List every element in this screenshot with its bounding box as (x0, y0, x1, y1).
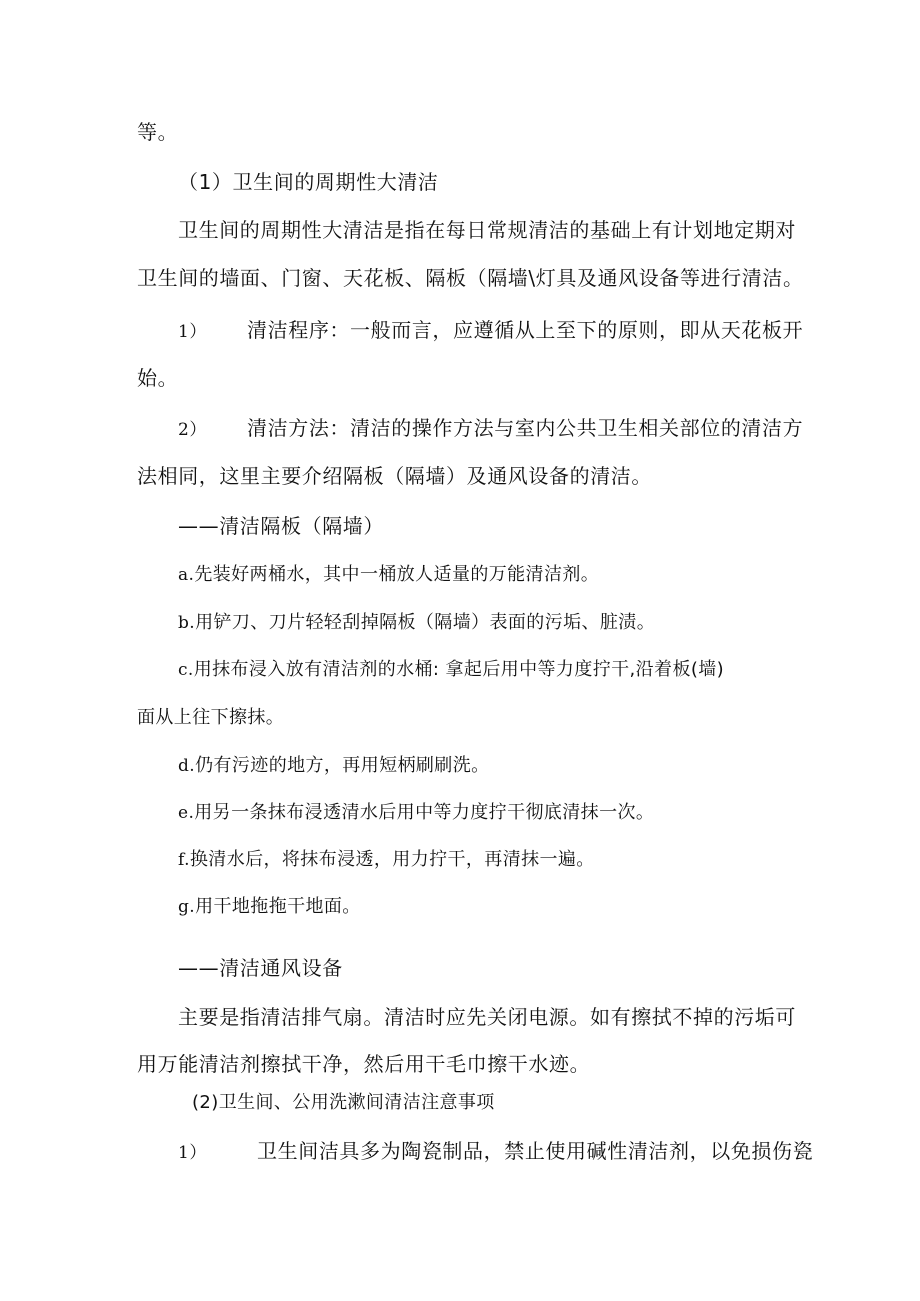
step-text: 用抹布浸入放有清洁剂的水桶: 拿起后用中等力度拧干,沿着板(墙) (193, 659, 725, 680)
step-text: 换清水后，将抹布浸透，用力拧干，再清抹一遍。 (189, 849, 595, 870)
step-letter: f. (178, 850, 190, 870)
step-e (178, 799, 654, 827)
item-number: 2） (178, 420, 208, 440)
step-d (178, 752, 490, 780)
section-heading-1: （1）卫生间的周期性大清洁 (178, 170, 439, 194)
step-letter: c. (178, 660, 194, 680)
paragraph-line: 卫生间的周期性大清洁是指在每日常规清洁的基础上有计划地定期对 (178, 218, 796, 242)
subheading-partition: ——清洁隔板（隔墙） (178, 514, 384, 538)
paragraph-line: 始。 (137, 366, 179, 390)
step-text: 用另一条抹布浸透清水后用中等力度拧干彻底清抹一次。 (194, 802, 655, 823)
item-text: 清洁程序：一般而言，应遵循从上至下的原则，即从天花板开 (247, 318, 804, 342)
paragraph-line: 用万能清洁剂擦拭干净，然后用干毛巾擦干水迹。 (137, 1052, 591, 1076)
numbered-item-3 (178, 1137, 813, 1167)
step-text: 仍有污迹的地方，再用短柄刷刷洗。 (195, 755, 490, 776)
item-number: 1） (178, 322, 208, 342)
paragraph-line: 卫生间的墙面、门窗、天花板、隔板（隔墙\灯具及通风设备等进行清洁。 (137, 266, 804, 290)
step-text: 用铲刀、刀片轻轻刮掉隔板（隔墙）表面的污垢、脏渍。 (195, 612, 656, 633)
step-f (178, 846, 595, 874)
step-g (178, 893, 361, 921)
paragraph-line: 面从上往下擦抹。 (137, 707, 285, 728)
subheading-ventilation: ——清洁通风设备 (178, 956, 343, 980)
step-text: 用干地拖拖干地面。 (195, 896, 361, 917)
step-a (178, 561, 599, 589)
item-number: 1） (178, 1143, 208, 1163)
step-letter: a. (178, 565, 195, 585)
numbered-item-2 (178, 414, 803, 444)
paragraph-line: 法相同，这里主要介绍隔板（隔墙）及通风设备的清洁。 (137, 464, 652, 488)
paragraph-line: 主要是指清洁排气扇。清洁时应先关闭电源。如有擦拭不掉的污垢可 (178, 1005, 796, 1029)
step-text: 先装好两桶水，其中一桶放人适量的万能清洁剂。 (194, 564, 600, 585)
step-letter: b. (178, 613, 196, 633)
step-letter: e. (178, 803, 195, 823)
step-letter: g. (178, 897, 196, 917)
step-c (178, 656, 724, 684)
paragraph-line: 等。 (137, 120, 179, 144)
step-b (178, 609, 655, 637)
item-text: 清洁方法：清洁的操作方法与室内公共卫生相关部位的清洁方 (247, 416, 804, 440)
step-letter: d. (178, 756, 196, 776)
numbered-item-1 (178, 316, 803, 346)
item-text: 卫生间洁具多为陶瓷制品，禁止使用碱性清洁剂，以免损伤瓷 (257, 1139, 814, 1163)
section-heading-2: (2)卫生间、公用洗漱间清洁注意事项 (192, 1092, 495, 1113)
